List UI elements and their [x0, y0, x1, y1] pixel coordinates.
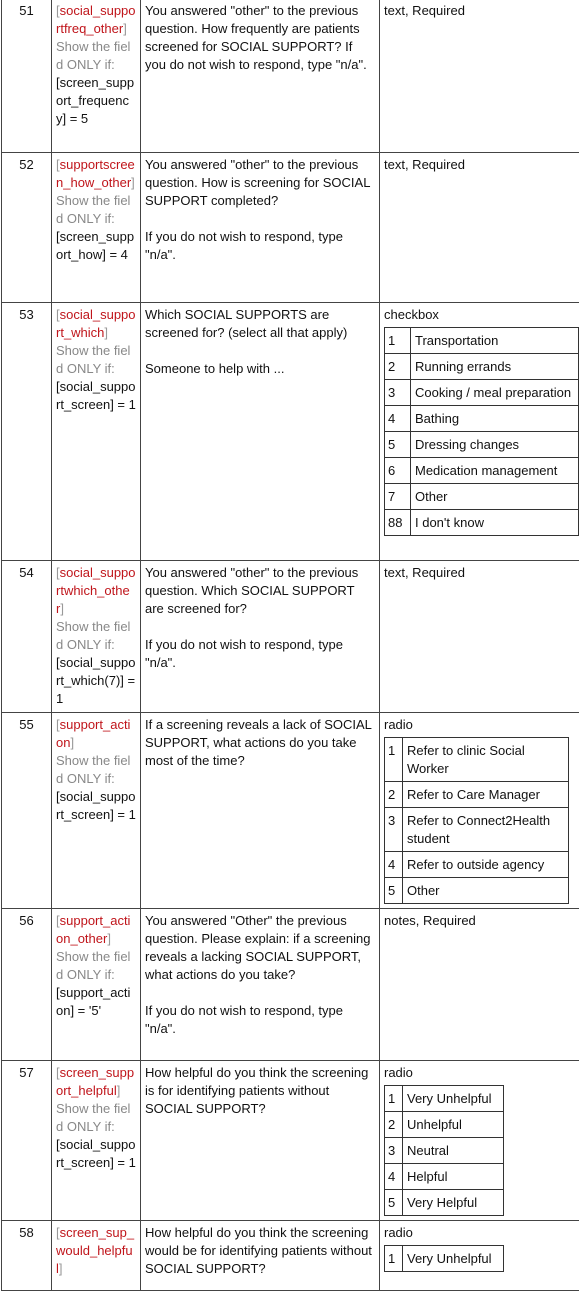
field-type-cell — [380, 153, 579, 303]
choice-row — [385, 484, 579, 510]
variable-cell: [support_action_other] Show the field ONLY if: [support_action] = '5' — [52, 909, 141, 1061]
field-row-58 — [2, 1221, 579, 1291]
choice-row — [385, 1138, 504, 1164]
field-type-cell — [380, 561, 579, 713]
choice-row — [385, 878, 569, 904]
choice-code: 1 — [385, 1086, 403, 1112]
choice-row — [385, 458, 579, 484]
choice-label: Other — [411, 484, 579, 510]
choice-label: Transportation — [411, 328, 579, 354]
field-row-56 — [2, 909, 579, 1061]
choice-code: 1 — [385, 328, 411, 354]
choice-row — [385, 1112, 504, 1138]
variable-cell: [support_action] Show the field ONLY if: [social_support_screen] = 1 — [52, 713, 141, 909]
choice-row — [385, 1164, 504, 1190]
choice-code: 4 — [385, 406, 411, 432]
variable-cell: [social_supportfreq_other] Show the field ONLY if: [screen_support_frequency] = 5 — [52, 0, 141, 153]
choice-row — [385, 354, 579, 380]
choice-code: 88 — [385, 510, 411, 536]
choice-code: 2 — [385, 782, 403, 808]
variable-cell: [social_support_which] Show the field ONLY if: [social_support_screen] = 1 — [52, 303, 141, 561]
choice-row — [385, 1190, 504, 1216]
data-dictionary-table — [1, 0, 579, 1291]
field-row-51 — [2, 0, 579, 153]
choice-row — [385, 738, 569, 782]
row-number: 51 — [2, 0, 52, 153]
variable-name: support_action — [56, 717, 130, 750]
choice-label: Refer to Care Manager — [403, 782, 569, 808]
field-row-55 — [2, 713, 579, 909]
choice-label: Refer to outside agency — [403, 852, 569, 878]
field-type: text, Required — [384, 156, 575, 174]
choices-table — [384, 327, 579, 536]
choice-code: 1 — [385, 1246, 403, 1272]
question-cell — [141, 1061, 380, 1221]
choice-label: Other — [403, 878, 569, 904]
branching-logic: [screen_support_how] = 4 — [56, 228, 136, 264]
variable-name: social_supportwhich_other — [56, 565, 136, 616]
choice-row — [385, 432, 579, 458]
variable-cell: [screen_sup_would_helpful] — [52, 1221, 141, 1291]
choice-label: Very Helpful — [403, 1190, 504, 1216]
variable-name: social_support_which — [56, 307, 136, 340]
field-type: text, Required — [384, 564, 575, 582]
row-number: 56 — [2, 909, 52, 1061]
variable-name: support_action_other — [56, 913, 130, 946]
choice-label: Unhelpful — [403, 1112, 504, 1138]
choice-row — [385, 406, 579, 432]
choices-table — [384, 1245, 504, 1272]
choice-label: Helpful — [403, 1164, 504, 1190]
row-number: 57 — [2, 1061, 52, 1221]
row-number: 53 — [2, 303, 52, 561]
field-type: notes, Required — [384, 912, 575, 930]
question-text: You answered "other" to the previous question. Which SOCIAL SUPPORT are screened for? — [145, 564, 375, 618]
choice-code: 3 — [385, 1138, 403, 1164]
branching-label: Show the field ONLY if: — [56, 618, 136, 654]
field-type: checkbox — [384, 306, 575, 324]
choice-label: Very Unhelpful — [403, 1086, 504, 1112]
branching-logic: [social_support_which(7)] = 1 — [56, 654, 136, 708]
variable-name: screen_support_helpful — [56, 1065, 134, 1098]
row-number: 52 — [2, 153, 52, 303]
choice-label: I don't know — [411, 510, 579, 536]
choice-code: 2 — [385, 354, 411, 380]
question-cell — [141, 153, 380, 303]
field-type-cell — [380, 713, 579, 909]
choice-label: Neutral — [403, 1138, 504, 1164]
choice-code: 5 — [385, 878, 403, 904]
branching-logic: [screen_support_frequency] = 5 — [56, 74, 136, 128]
branching-label: Show the field ONLY if: — [56, 948, 136, 984]
choice-row — [385, 328, 579, 354]
choice-code: 5 — [385, 432, 411, 458]
choice-row — [385, 1086, 504, 1112]
choices-table — [384, 1085, 504, 1216]
field-type: radio — [384, 716, 575, 734]
branching-logic: [social_support_screen] = 1 — [56, 788, 136, 824]
question-cell — [141, 561, 380, 713]
choice-row — [385, 380, 579, 406]
branching-logic: [support_action] = '5' — [56, 984, 136, 1020]
branching-logic: [social_support_screen] = 1 — [56, 378, 136, 414]
question-cell — [141, 909, 380, 1061]
row-number: 58 — [2, 1221, 52, 1291]
question-cell — [141, 713, 380, 909]
choice-row — [385, 782, 569, 808]
variable-name: supportscreen_how_other — [56, 157, 135, 190]
choice-code: 3 — [385, 808, 403, 852]
field-type: text, Required — [384, 2, 575, 20]
question-text: How helpful do you think the screening would be for identifying patients without SOCIAL SUPPORT? — [145, 1224, 375, 1278]
field-row-53 — [2, 303, 579, 561]
question-cell — [141, 0, 380, 153]
variable-name: social_supportfreq_other — [56, 3, 136, 36]
branching-label: Show the field ONLY if: — [56, 192, 136, 228]
choice-label: Cooking / meal preparation — [411, 380, 579, 406]
row-number: 54 — [2, 561, 52, 713]
field-type-cell — [380, 303, 579, 561]
question-text: Which SOCIAL SUPPORTS are screened for? (select all that apply) — [145, 306, 375, 342]
field-row-57 — [2, 1061, 579, 1221]
question-note: Someone to help with ... — [145, 360, 375, 378]
row-number: 55 — [2, 713, 52, 909]
choice-row — [385, 808, 569, 852]
variable-cell: [supportscreen_how_other] Show the field ONLY if: [screen_support_how] = 4 — [52, 153, 141, 303]
variable-cell: [social_supportwhich_other] Show the field ONLY if: [social_support_which(7)] = 1 — [52, 561, 141, 713]
choice-label: Running errands — [411, 354, 579, 380]
choice-code: 1 — [385, 738, 403, 782]
field-type-cell — [380, 1061, 579, 1221]
field-row-54 — [2, 561, 579, 713]
variable-cell: [screen_support_helpful] Show the field ONLY if: [social_support_screen] = 1 — [52, 1061, 141, 1221]
choice-label: Very Unhelpful — [403, 1246, 504, 1272]
question-text: How helpful do you think the screening is for identifying patients without SOCIAL SUPPORT? — [145, 1064, 375, 1118]
choice-label: Bathing — [411, 406, 579, 432]
choice-code: 5 — [385, 1190, 403, 1216]
branching-logic: [social_support_screen] = 1 — [56, 1136, 136, 1172]
field-type: radio — [384, 1064, 575, 1082]
branching-label: Show the field ONLY if: — [56, 1100, 136, 1136]
question-cell — [141, 303, 380, 561]
field-type-cell — [380, 0, 579, 153]
question-cell — [141, 1221, 380, 1291]
question-note: If you do not wish to respond, type "n/a". — [145, 636, 375, 672]
question-text: If a screening reveals a lack of SOCIAL SUPPORT, what actions do you take most of the time? — [145, 716, 375, 770]
choice-label: Dressing changes — [411, 432, 579, 458]
branching-label: Show the field ONLY if: — [56, 38, 136, 74]
question-note: If you do not wish to respond, type "n/a". — [145, 1002, 375, 1038]
question-note: If you do not wish to respond, type "n/a". — [145, 228, 375, 264]
choice-row — [385, 1246, 504, 1272]
field-type-cell — [380, 909, 579, 1061]
choice-code: 3 — [385, 380, 411, 406]
choice-row — [385, 852, 569, 878]
question-text: You answered "Other" the previous question. Please explain: if a screening reveals a lacking SOCIAL SUPPORT, what actions do you take? — [145, 912, 375, 984]
choice-code: 4 — [385, 1164, 403, 1190]
choice-code: 7 — [385, 484, 411, 510]
question-text: You answered "other" to the previous question. How frequently are patients screened for SOCIAL SUPPORT? If you do not wish to respond, type "n/a". — [145, 2, 375, 74]
choice-code: 6 — [385, 458, 411, 484]
choice-label: Refer to Connect2Health student — [403, 808, 569, 852]
field-type: radio — [384, 1224, 575, 1242]
choices-table — [384, 737, 569, 904]
field-type-cell — [380, 1221, 579, 1291]
branching-label: Show the field ONLY if: — [56, 342, 136, 378]
variable-name: screen_sup_would_helpful — [56, 1225, 134, 1276]
choice-row — [385, 510, 579, 536]
field-row-52 — [2, 153, 579, 303]
question-text: You answered "other" to the previous question. How is screening for SOCIAL SUPPORT completed? — [145, 156, 375, 210]
choice-label: Medication management — [411, 458, 579, 484]
choice-code: 2 — [385, 1112, 403, 1138]
choice-label: Refer to clinic Social Worker — [403, 738, 569, 782]
branching-label: Show the field ONLY if: — [56, 752, 136, 788]
choice-code: 4 — [385, 852, 403, 878]
